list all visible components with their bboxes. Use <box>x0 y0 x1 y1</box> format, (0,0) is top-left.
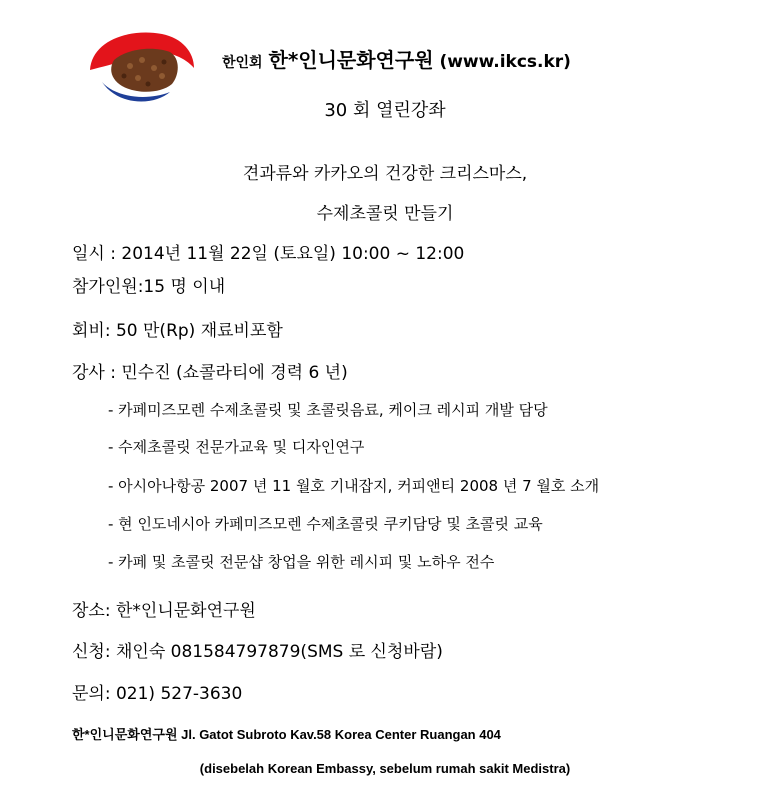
career-item: - 카페 및 초콜릿 전문샵 창업을 위한 레시피 및 노하우 전수 <box>108 553 495 571</box>
fee: 회비: 50 만(Rp) 재료비포함 <box>72 321 283 341</box>
header <box>222 44 571 73</box>
participants: 참가인원:15 명 이내 <box>72 277 226 297</box>
inquiry: 문의: 021) 527-3630 <box>72 684 243 704</box>
footer-address: 한*인니문화연구원 Jl. Gatot Subroto Kav.58 Korea Center Ruangan 404 <box>72 727 501 742</box>
lecture-number: 30 회 열린강좌 <box>324 100 446 121</box>
career-item: - 카페미즈모렌 수제초콜릿 및 초콜릿음료, 케이크 레시피 개발 담당 <box>108 401 548 419</box>
career-item: - 수제초콜릿 전문가교육 및 디자인연구 <box>108 438 365 456</box>
org-name: 한*인니문화연구원 <box>268 48 434 72</box>
registration: 신청: 채인숙 081584797879(SMS 로 신청바람) <box>72 642 443 662</box>
org-prefix: 한인회 <box>222 55 263 71</box>
event-datetime: 일시 : 2014년 11월 22일 (토요일) 10:00 ~ 12:00 <box>72 244 465 264</box>
instructor: 강사 : 민수진 (쇼콜라티에 경력 6 년) <box>72 363 348 383</box>
career-item: - 현 인도네시아 카페미즈모렌 수제초콜릿 쿠키담당 및 초콜릿 교육 <box>108 515 543 533</box>
organization-logo <box>84 26 196 104</box>
title-line-1: 견과류와 카카오의 건강한 크리스마스, <box>242 164 528 184</box>
career-item: - 아시아나항공 2007 년 11 월호 기내잡지, 커피앤티 2008 년 7 월호 소개 <box>108 477 600 495</box>
venue: 장소: 한*인니문화연구원 <box>72 601 256 621</box>
org-website: (www.ikcs.kr) <box>439 52 571 72</box>
footer-note: (disebelah Korean Embassy, sebelum rumah sakit Medistra) <box>199 761 571 776</box>
title-line-2: 수제초콜릿 만들기 <box>316 204 454 224</box>
